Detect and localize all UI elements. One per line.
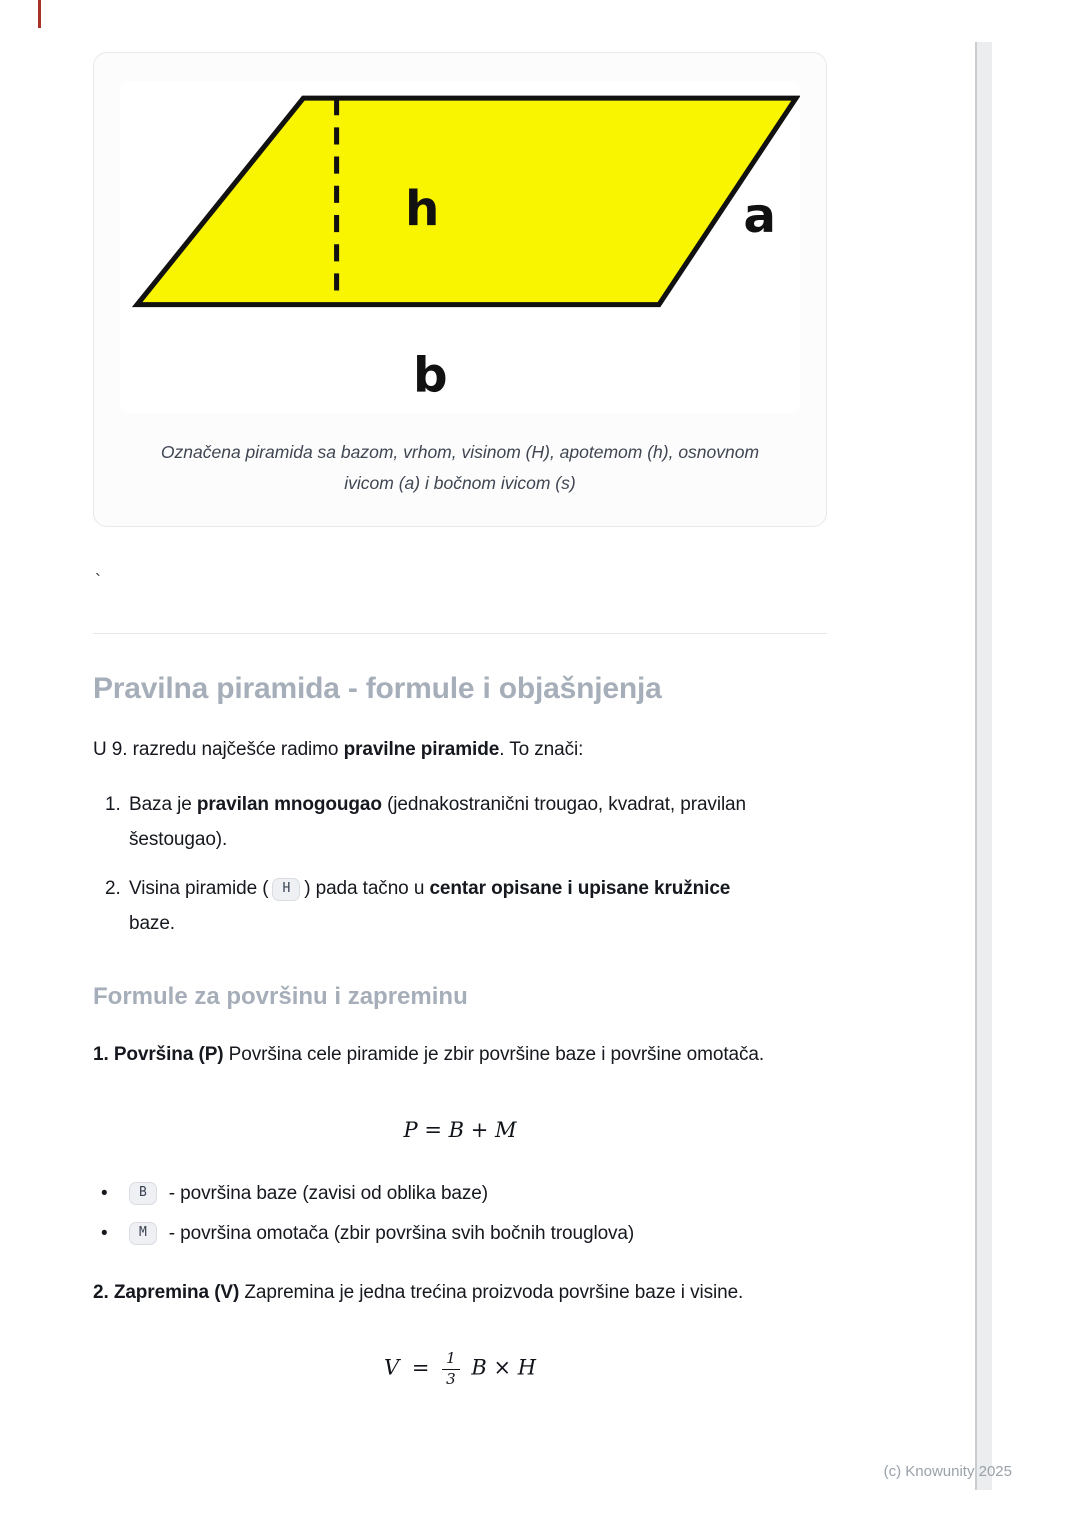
parallelogram-diagram bbox=[120, 81, 800, 413]
section-heading: Pravilna piramida - formule i objašnjenja bbox=[93, 671, 662, 705]
stray-character: ` bbox=[95, 570, 101, 591]
list-item-2-bold: centar opisane i upisane kružnice bbox=[429, 878, 731, 900]
section-divider bbox=[93, 633, 827, 634]
figure-card bbox=[93, 52, 827, 527]
volume-formula bbox=[93, 1350, 827, 1388]
intro-text-bold: pravilne piramide bbox=[343, 738, 500, 760]
volume-text: Zapremina je jedna trećina proizvoda površine baze i visine. bbox=[239, 1282, 744, 1304]
list-item-number: 1. bbox=[105, 793, 121, 815]
legend-item-M bbox=[101, 1222, 827, 1245]
list-item-number: 2. bbox=[105, 878, 121, 900]
volume-paragraph bbox=[93, 1275, 827, 1310]
surface-formula bbox=[93, 1118, 827, 1142]
list-item-1 bbox=[105, 787, 827, 857]
fraction-one-third bbox=[442, 1350, 460, 1388]
volume-lead-bold: 2. Zapremina (V) bbox=[93, 1282, 240, 1304]
badge-H: H bbox=[272, 878, 300, 901]
fraction-numerator: 1 bbox=[442, 1350, 460, 1369]
ordered-list bbox=[105, 787, 827, 942]
label-h: h bbox=[405, 181, 440, 238]
label-a: a bbox=[743, 188, 777, 245]
list-item-text bbox=[129, 871, 827, 941]
intro-paragraph bbox=[93, 732, 827, 767]
volume-formula-rhs: B × H bbox=[471, 1355, 537, 1380]
parallelogram-shape bbox=[137, 98, 796, 305]
legend-item-M-text: - površina omotača (zbir površina svih bočnih trouglova) bbox=[168, 1222, 635, 1244]
formulas-subheading: Formule za površinu i zapreminu bbox=[93, 983, 468, 1011]
label-b: b bbox=[412, 347, 448, 404]
surface-paragraph bbox=[93, 1037, 827, 1072]
pyramid-figure-image bbox=[120, 81, 800, 413]
surface-text: Površina cele piramide je zbir površine baze i površine omotača. bbox=[223, 1044, 765, 1066]
intro-text-pre: U 9. razredu najčešće radimo bbox=[93, 738, 344, 760]
intro-text-post: . To znači: bbox=[499, 738, 584, 760]
surface-formula-text: P = B + M bbox=[403, 1118, 517, 1143]
badge-B: B bbox=[129, 1182, 157, 1205]
copyright-text: (c) Knowunity 2025 bbox=[883, 1463, 1012, 1480]
list-item-2 bbox=[105, 871, 827, 941]
surface-lead-bold: 1. Površina (P) bbox=[93, 1044, 224, 1066]
legend-item-B-text: - površina baze (zavisi od oblika baze) bbox=[168, 1182, 488, 1204]
top-left-accent-mark bbox=[38, 0, 41, 28]
document-content bbox=[93, 52, 827, 1388]
bullet-marker: • bbox=[101, 1222, 108, 1244]
vertical-scrollbar[interactable] bbox=[975, 42, 992, 1490]
bullet-marker: • bbox=[101, 1182, 108, 1204]
legend-list bbox=[101, 1182, 827, 1245]
list-item-1-pre: Baza je bbox=[129, 793, 197, 815]
list-item-1-post: (jednakostranični trougao, kvadrat, pravilan šestougao). bbox=[129, 793, 746, 850]
volume-formula-equals: = bbox=[411, 1355, 430, 1380]
list-item-2-mid: ) pada tačno u bbox=[304, 878, 430, 900]
figure-caption: Označena piramida sa bazom, vrhom, visinom (H), apotemom (h), osnovnom ivicom (a) i bočnom ivicom (s) bbox=[160, 442, 760, 493]
list-item-text bbox=[129, 787, 827, 857]
fraction-denominator: 3 bbox=[446, 1369, 456, 1388]
list-item-2-post: baze. bbox=[129, 913, 175, 935]
volume-formula-lhs: V bbox=[383, 1355, 400, 1380]
list-item-1-bold: pravilan mnogougao bbox=[196, 793, 382, 815]
badge-M: M bbox=[129, 1222, 157, 1245]
legend-item-B bbox=[101, 1182, 827, 1205]
list-item-2-pre: Visina piramide ( bbox=[129, 878, 269, 900]
